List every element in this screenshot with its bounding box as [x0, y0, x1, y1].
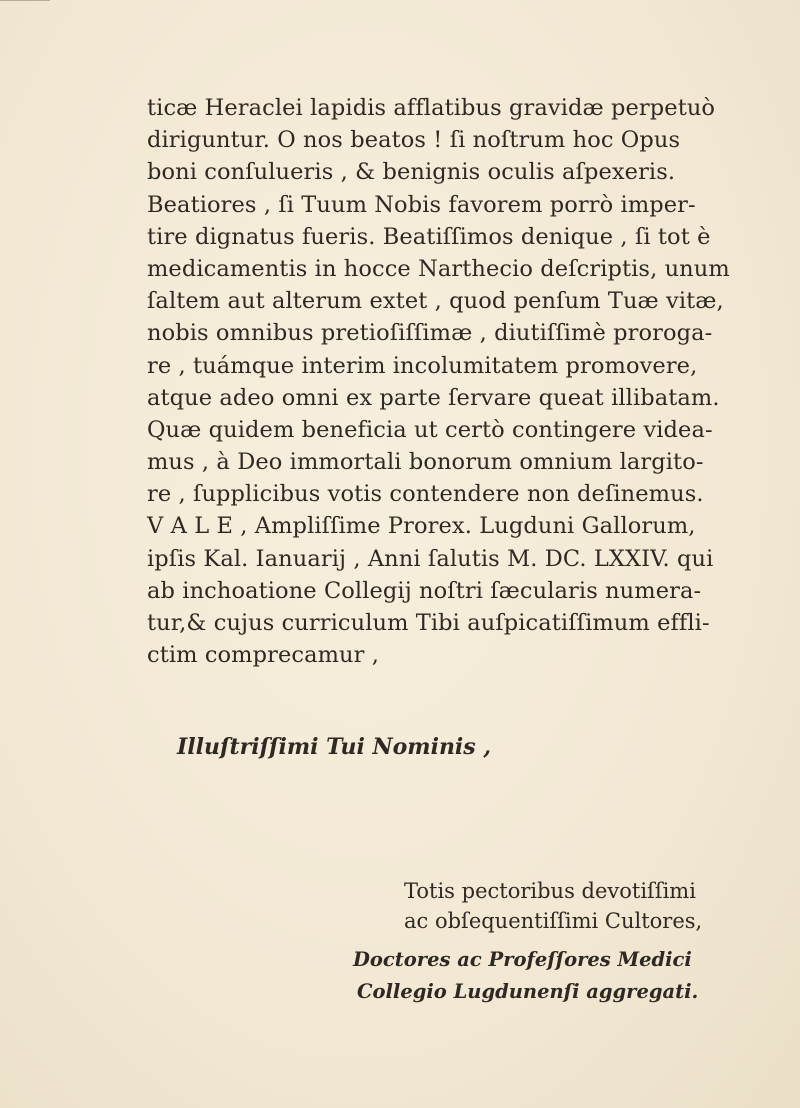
page-corner-rule [0, 0, 50, 1]
text-line: medicamentis in hocce Narthecio deſcriptis, unum [147, 255, 730, 282]
text-line: ticæ Heraclei lapidis afflatibus gravidæ perpetuò [147, 95, 716, 121]
signature-line: Collegio Lugdunenſi aggregati. [357, 980, 699, 1003]
text-line: tur,& cujus curriculum Tibi auſpicatiſſimum effli- [147, 610, 710, 636]
text-line: ſaltem aut alterum extet , quod penſum Tuæ vitæ, [147, 288, 724, 315]
closing-line: ac obſequentiſſimi Cultores, [404, 909, 703, 933]
signature-line: Doctores ac Profeſſores Medici [353, 948, 692, 971]
text-line: nobis omnibus pretioſiſſimæ , diutiſſimè proroga- [147, 320, 713, 347]
text-line: re , ſupplicibus votis contendere non deſinemus. [147, 481, 704, 508]
text-line: atque adeo omni ex parte ſervare queat illibatam. [147, 384, 720, 411]
signature-block [353, 944, 733, 1008]
text-line: ipſis Kal. Ianuarij , Anni ſalutis M. DC. LXXIV. qui [147, 545, 714, 572]
text-line: tire dignatus fueris. Beatiſſimos denique , ſi tot è [147, 223, 711, 250]
text-line: Beatiores , ſi Tuum Nobis favorem porrò imper- [147, 191, 696, 218]
text-line: re , tuámque interim incolumitatem promovere, [147, 352, 698, 379]
text-line: ctim comprecamur , [147, 642, 379, 669]
dedication-paragraph [147, 92, 730, 671]
text-line: boni conſulueris , & benignis oculis aſpexeris. [147, 159, 676, 186]
text-line: ab inchoatione Collegij noſtri ſæcularis numera- [147, 577, 702, 604]
text-line: diriguntur. O nos beatos ! ſi noſtrum hoc Opus [147, 127, 681, 154]
closing-line: Totis pectoribus devotiſſimi [404, 879, 696, 903]
text-line: V A L E , Ampliſſime Prorex. Lugduni Gallorum, [147, 513, 696, 540]
text-line: mus , à Deo immortali bonorum omnium largito- [147, 449, 704, 476]
text-line: Quæ quidem beneficia ut certò contingere videa- [147, 416, 713, 443]
closing-formula [404, 876, 724, 936]
salutation-line: Illuſtriſſimi Tui Nominis , [177, 734, 491, 760]
